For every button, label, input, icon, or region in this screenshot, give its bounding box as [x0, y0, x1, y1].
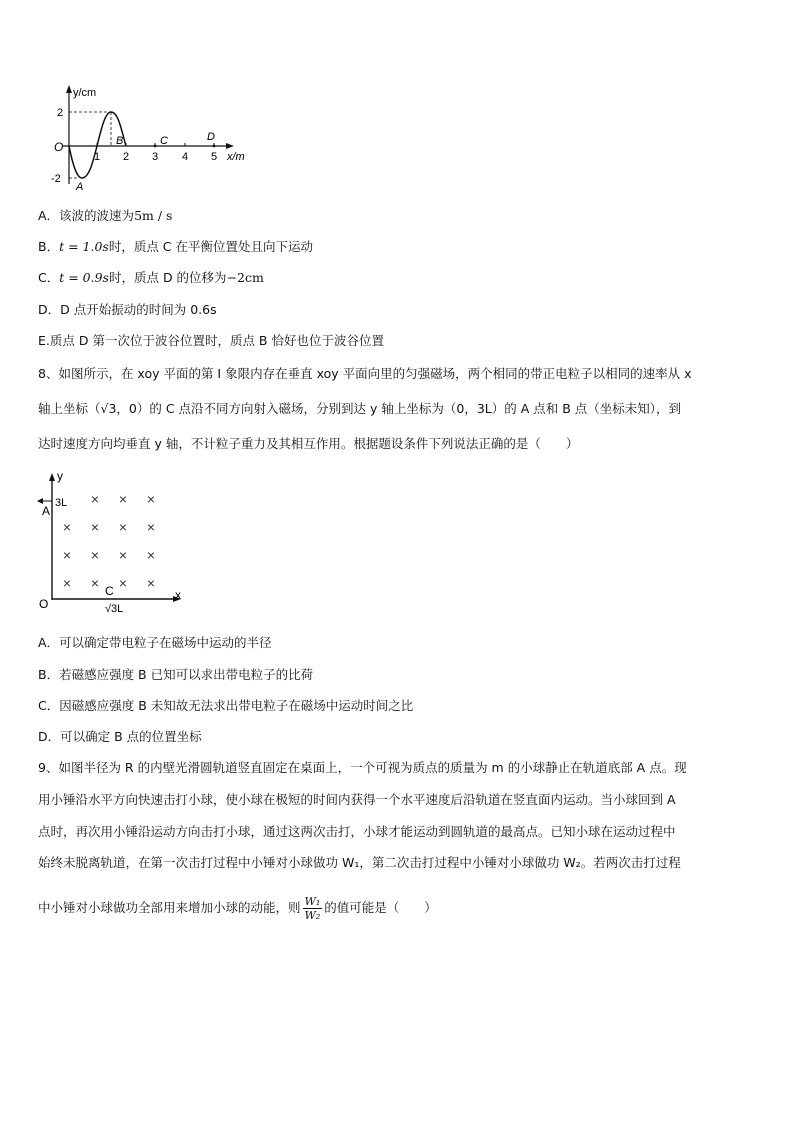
q7-option-c-prefix: C．: [38, 270, 60, 285]
y-tick-neg2: -2: [51, 173, 61, 185]
q8-option-a: A．可以确定带电粒子在磁场中运动的半径: [38, 635, 272, 650]
fraction-denominator: W₂: [304, 909, 321, 922]
magnetic-field-diagram: [34, 468, 194, 613]
field-cross-grid: [63, 491, 155, 591]
wave-x-arrow: [226, 143, 234, 149]
q8-option-d: D．可以确定 B 点的位置坐标: [38, 729, 202, 744]
point-d-label: D: [207, 131, 215, 143]
x-tick-4: 4: [182, 151, 189, 163]
q7-option-e: E.质点 D 第一次位于波谷位置时，质点 B 恰好也位于波谷位置: [38, 333, 384, 348]
w1-over-w2-fraction: [303, 895, 323, 922]
q8-stem-line2: 轴上坐标（√3，0）的 C 点沿不同方向射入磁场，分别到达 y 轴上坐标为（0，3L）的 A 点和 B 点（坐标未知），到: [38, 401, 682, 416]
field-cross-mark: ×: [118, 547, 128, 563]
q8-stem-line3: 达时速度方向均垂直 y 轴，不计粒子重力及其相互作用。根据题设条件下列说法正确的是（ ）: [38, 436, 579, 451]
mf-3l-label: 3L: [55, 497, 68, 509]
q9-stem-line4: 始终未脱离轨道，在第一次击打过程中小锤对小球做功 W₁，第二次击打过程中小锤对小球做功 W₂。若两次击打过程: [38, 855, 681, 870]
field-cross-mark: ×: [90, 575, 100, 591]
field-cross-mark: ×: [62, 575, 72, 591]
field-cross-mark: ×: [90, 519, 100, 535]
field-cross-mark: ×: [118, 491, 128, 507]
x-tick-2: 2: [123, 151, 130, 163]
x-tick-1: 1: [94, 151, 101, 163]
q9-stem-line5: [38, 893, 437, 923]
q7-option-c-text: 时，质点 D 的位移为: [108, 270, 227, 285]
q8-option-b: B．若磁感应强度 B 已知可以求出带电粒子的比荷: [38, 667, 314, 682]
field-cross-mark: ×: [146, 575, 156, 591]
y-axis-label: y/cm: [73, 87, 97, 99]
q7-option-c-math2: −2cm: [226, 270, 264, 285]
point-c-label: C: [160, 135, 168, 147]
field-cross-mark: ×: [62, 519, 72, 535]
mf-origin-label: O: [39, 597, 49, 611]
q9-stem-line2: 用小锤沿水平方向快速击打小球，使小球在极短的时间内获得一个水平速度后沿轨道在竖直面内运动。当小球回到 A: [38, 792, 676, 807]
q9-stem-line1: 9、如图半径为 R 的内壁光滑圆轨道竖直固定在桌面上，一个可视为质点的质量为 m 的小球静止在轨道底部 A 点。现: [38, 760, 687, 775]
q7-option-b-math: t = 1.0s: [59, 239, 109, 254]
x-axis-label: x/m: [227, 151, 245, 163]
y-tick-2: 2: [57, 107, 64, 119]
wave-graph: [45, 82, 260, 194]
q7-option-a-math: 5m / s: [134, 208, 173, 223]
q7-option-a-text: A．该波的波速为: [38, 208, 135, 223]
field-cross-mark: ×: [118, 519, 128, 535]
field-cross-mark: ×: [118, 575, 128, 591]
mf-x-label: x: [175, 588, 181, 602]
q7-option-c-math: t = 0.9s: [59, 270, 109, 285]
q8-option-c: C．因磁感应强度 B 未知故无法求出带电粒子在磁场中运动时间之比: [38, 698, 414, 713]
field-cross-mark: ×: [90, 491, 100, 507]
mf-y-arrow: [49, 473, 55, 481]
q9-stem-line3: 点时，再次用小锤沿运动方向击打小球，通过这两次击打，小球才能运动到圆轨道的最高点。已知小球在运动过程中: [38, 824, 676, 839]
point-c-dot: [154, 145, 157, 148]
q7-option-a: [38, 208, 172, 224]
q7-option-b: [38, 239, 313, 255]
wave-y-arrow: [66, 85, 72, 93]
field-cross-mark: ×: [90, 547, 100, 563]
q7-option-c: [38, 270, 264, 286]
mf-point-a-label: A: [42, 504, 51, 518]
q9-line5-pre: 中小锤对小球做功全部用来增加小球的动能，则: [38, 900, 301, 915]
q7-option-b-prefix: B．: [38, 239, 60, 254]
point-b-label: B: [116, 135, 124, 147]
q9-line5-post: 的值可能是（ ）: [324, 900, 437, 915]
point-d-dot: [213, 145, 216, 148]
mf-point-c-label: C: [105, 584, 114, 598]
field-cross-mark: ×: [62, 547, 72, 563]
origin-label: O: [54, 140, 64, 154]
field-cross-mark: ×: [146, 519, 156, 535]
fraction-numerator: W₁: [304, 895, 321, 908]
q8-stem-line1: 8、如图所示，在 xoy 平面的第 I 象限内存在垂直 xoy 平面向里的匀强磁场，两个相同的带正电粒子以相同的速率从 x: [38, 366, 692, 381]
mf-y-label: y: [57, 469, 63, 483]
x-tick-5: 5: [211, 151, 218, 163]
q7-option-b-text: 时，质点 C 在平衡位置处且向下运动: [108, 239, 314, 254]
field-cross-mark: ×: [146, 491, 156, 507]
mf-sqrt3l-label: √3L: [105, 603, 124, 613]
x-tick-3: 3: [152, 151, 159, 163]
field-cross-mark: ×: [146, 547, 156, 563]
q7-option-d: D．D 点开始振动的时间为 0.6s: [38, 302, 217, 317]
point-a-label: A: [76, 181, 84, 193]
